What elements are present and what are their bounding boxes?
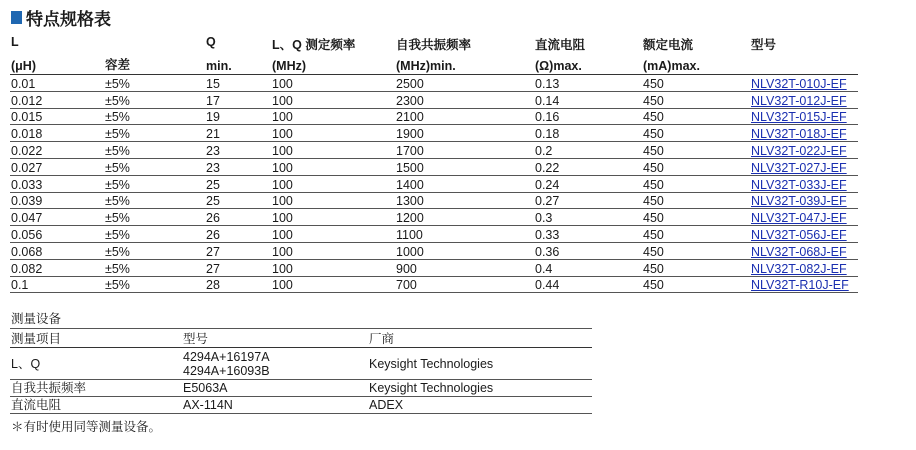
cell-self-resonant-frequency: 2100: [395, 108, 534, 125]
cell-tolerance: ±5%: [104, 142, 205, 159]
model-link[interactable]: NLV32T-027J-EF: [751, 160, 847, 175]
table-row: [10, 108, 858, 125]
measurement-header-row: [10, 329, 592, 348]
cell-test-frequency: 100: [271, 75, 395, 92]
cell-self-resonant-frequency: 1700: [395, 142, 534, 159]
cell-model: [750, 209, 858, 226]
header-l-unit: (μH): [10, 55, 104, 75]
header-q: Q: [206, 35, 216, 49]
footnote: ＊有时使用同等测量设备。: [11, 420, 162, 434]
cell-inductance: 0.068: [10, 242, 104, 259]
model-link[interactable]: NLV32T-068J-EF: [751, 244, 847, 259]
cell-rated-current: 450: [642, 91, 750, 108]
cell-rated-current: 450: [642, 125, 750, 142]
cell-test-frequency: 100: [271, 226, 395, 243]
cell-test-frequency: 100: [271, 209, 395, 226]
table-row: [10, 142, 858, 159]
cell-dc-resistance: 0.2: [534, 142, 642, 159]
header-dc-resistance: 直流电阻: [535, 38, 586, 52]
cell-test-frequency: 100: [271, 192, 395, 209]
cell-rated-current: 450: [642, 142, 750, 159]
cell-q: 15: [205, 75, 271, 92]
cell-rated-current: 450: [642, 209, 750, 226]
cell-test-frequency: 100: [271, 259, 395, 276]
cell-tolerance: ±5%: [104, 209, 205, 226]
cell-rated-current: 450: [642, 192, 750, 209]
cell-tolerance: ±5%: [104, 242, 205, 259]
model-link[interactable]: NLV32T-018J-EF: [751, 127, 847, 142]
header-test-frequency: L、Q 测定频率: [272, 38, 356, 52]
model-link[interactable]: NLV32T-015J-EF: [751, 110, 847, 125]
cell-test-frequency: 100: [271, 91, 395, 108]
cell-test-frequency: 100: [271, 142, 395, 159]
cell-model: [750, 75, 858, 92]
cell-self-resonant-frequency: 1400: [395, 175, 534, 192]
cell-q: 23: [205, 142, 271, 159]
cell-inductance: 0.018: [10, 125, 104, 142]
cell-rated-current: 450: [642, 108, 750, 125]
cell-self-resonant-frequency: 1300: [395, 192, 534, 209]
cell-q: 28: [205, 276, 271, 293]
table-row: [10, 125, 858, 142]
cell-rated-current: 450: [642, 242, 750, 259]
cell-model: [750, 158, 858, 175]
header-srf-unit: (MHz)min.: [395, 55, 534, 75]
spec-table-body: [10, 75, 858, 293]
spec-header-row-1: [10, 34, 858, 55]
header-blank: [104, 34, 205, 55]
model-link[interactable]: NLV32T-010J-EF: [751, 76, 847, 91]
cell-test-frequency: 100: [271, 242, 395, 259]
cell-tolerance: ±5%: [104, 125, 205, 142]
table-row: [10, 276, 858, 293]
cell-model: [750, 175, 858, 192]
table-row: [10, 158, 858, 175]
cell-model: [750, 142, 858, 159]
header-rated-current: 额定电流: [643, 38, 694, 52]
cell-inductance: 0.022: [10, 142, 104, 159]
model-link[interactable]: NLV32T-022J-EF: [751, 143, 847, 158]
cell-rated-current: 450: [642, 75, 750, 92]
cell-dc-resistance: 0.18: [534, 125, 642, 142]
header-dcr-unit: (Ω)max.: [534, 55, 642, 75]
table-row: [10, 175, 858, 192]
cell-dc-resistance: 0.14: [534, 91, 642, 108]
cell-dc-resistance: 0.22: [534, 158, 642, 175]
header-l: L: [11, 35, 19, 49]
meas-header-maker: 厂商: [368, 329, 592, 348]
cell-inductance: 0.027: [10, 158, 104, 175]
cell-self-resonant-frequency: 2500: [395, 75, 534, 92]
meas-model-line: AX-114N: [183, 398, 233, 412]
meas-cell-model: [182, 397, 368, 414]
header-q-unit: min.: [205, 55, 271, 75]
cell-self-resonant-frequency: 700: [395, 276, 534, 293]
cell-tolerance: ±5%: [104, 108, 205, 125]
table-row: [10, 192, 858, 209]
cell-rated-current: 450: [642, 158, 750, 175]
cell-model: [750, 276, 858, 293]
header-tolerance: 容差: [104, 55, 205, 75]
cell-inductance: 0.033: [10, 175, 104, 192]
cell-dc-resistance: 0.36: [534, 242, 642, 259]
cell-self-resonant-frequency: 1900: [395, 125, 534, 142]
cell-model: [750, 108, 858, 125]
cell-inductance: 0.039: [10, 192, 104, 209]
meas-cell-item: 直流电阻: [10, 397, 182, 414]
header-self-resonant-frequency: 自我共振频率: [396, 38, 472, 52]
cell-dc-resistance: 0.24: [534, 175, 642, 192]
cell-q: 21: [205, 125, 271, 142]
table-row: [10, 209, 858, 226]
cell-test-frequency: 100: [271, 125, 395, 142]
section-title-text: 特点规格表: [26, 9, 111, 29]
cell-tolerance: ±5%: [104, 75, 205, 92]
cell-inductance: 0.047: [10, 209, 104, 226]
meas-model-line: 4294A+16197A: [183, 349, 270, 364]
cell-tolerance: ±5%: [104, 192, 205, 209]
table-row: [10, 397, 592, 414]
meas-cell-item: 自我共振频率: [10, 380, 182, 397]
table-row: [10, 226, 858, 243]
meas-cell-maker: ADEX: [368, 397, 592, 414]
cell-q: 25: [205, 192, 271, 209]
cell-test-frequency: 100: [271, 108, 395, 125]
cell-dc-resistance: 0.33: [534, 226, 642, 243]
table-row: [10, 75, 858, 92]
measurement-table-body: [10, 348, 592, 414]
cell-q: 27: [205, 242, 271, 259]
meas-model-line: 4294A+16093B: [183, 363, 270, 378]
cell-model: [750, 259, 858, 276]
cell-dc-resistance: 0.44: [534, 276, 642, 293]
cell-tolerance: ±5%: [104, 226, 205, 243]
cell-q: 26: [205, 209, 271, 226]
cell-self-resonant-frequency: 1100: [395, 226, 534, 243]
cell-model: [750, 91, 858, 108]
cell-tolerance: ±5%: [104, 158, 205, 175]
cell-model: [750, 125, 858, 142]
cell-inductance: 0.01: [10, 75, 104, 92]
meas-header-model: 型号: [182, 329, 368, 348]
cell-inductance: 0.1: [10, 276, 104, 293]
cell-q: 19: [205, 108, 271, 125]
header-test-frequency-unit: (MHz): [271, 55, 395, 75]
meas-cell-item: L、Q: [10, 348, 182, 380]
model-link[interactable]: NLV32T-047J-EF: [751, 211, 847, 226]
meas-cell-maker: Keysight Technologies: [368, 348, 592, 380]
cell-inductance: 0.015: [10, 108, 104, 125]
cell-self-resonant-frequency: 1000: [395, 242, 534, 259]
header-model: 型号: [751, 38, 777, 52]
cell-self-resonant-frequency: 1200: [395, 209, 534, 226]
meas-model-line: E5063A: [183, 381, 228, 395]
cell-rated-current: 450: [642, 226, 750, 243]
measurement-table: [10, 328, 592, 414]
table-row: [10, 91, 858, 108]
cell-dc-resistance: 0.16: [534, 108, 642, 125]
header-model-blank: [750, 55, 858, 75]
spec-table: [10, 34, 858, 293]
meas-cell-maker: Keysight Technologies: [368, 380, 592, 397]
cell-q: 25: [205, 175, 271, 192]
meas-cell-model: [182, 380, 368, 397]
cell-dc-resistance: 0.27: [534, 192, 642, 209]
cell-inductance: 0.082: [10, 259, 104, 276]
cell-q: 27: [205, 259, 271, 276]
cell-dc-resistance: 0.3: [534, 209, 642, 226]
cell-dc-resistance: 0.13: [534, 75, 642, 92]
table-row: [10, 348, 592, 380]
cell-self-resonant-frequency: 900: [395, 259, 534, 276]
model-link[interactable]: NLV32T-R10J-EF: [751, 278, 849, 293]
table-row: [10, 259, 858, 276]
section-title: [11, 6, 111, 28]
cell-tolerance: ±5%: [104, 259, 205, 276]
cell-inductance: 0.056: [10, 226, 104, 243]
model-link[interactable]: NLV32T-012J-EF: [751, 93, 847, 108]
header-current-unit: (mA)max.: [642, 55, 750, 75]
cell-test-frequency: 100: [271, 175, 395, 192]
model-link[interactable]: NLV32T-056J-EF: [751, 227, 847, 242]
model-link[interactable]: NLV32T-039J-EF: [751, 194, 847, 209]
cell-tolerance: ±5%: [104, 175, 205, 192]
meas-cell-model: [182, 348, 368, 380]
meas-header-item: 测量项目: [10, 329, 182, 348]
cell-q: 26: [205, 226, 271, 243]
cell-inductance: 0.012: [10, 91, 104, 108]
title-marker-square: [11, 11, 22, 24]
spec-header-row-2: [10, 55, 858, 75]
cell-q: 23: [205, 158, 271, 175]
cell-rated-current: 450: [642, 276, 750, 293]
cell-test-frequency: 100: [271, 158, 395, 175]
cell-rated-current: 450: [642, 175, 750, 192]
cell-self-resonant-frequency: 1500: [395, 158, 534, 175]
model-link[interactable]: NLV32T-082J-EF: [751, 261, 847, 276]
cell-dc-resistance: 0.4: [534, 259, 642, 276]
cell-test-frequency: 100: [271, 276, 395, 293]
cell-q: 17: [205, 91, 271, 108]
cell-model: [750, 242, 858, 259]
cell-self-resonant-frequency: 2300: [395, 91, 534, 108]
cell-rated-current: 450: [642, 259, 750, 276]
cell-model: [750, 192, 858, 209]
cell-model: [750, 226, 858, 243]
table-row: [10, 380, 592, 397]
model-link[interactable]: NLV32T-033J-EF: [751, 177, 847, 192]
cell-tolerance: ±5%: [104, 91, 205, 108]
measurement-title: 测量设备: [11, 312, 62, 326]
cell-tolerance: ±5%: [104, 276, 205, 293]
table-row: [10, 242, 858, 259]
